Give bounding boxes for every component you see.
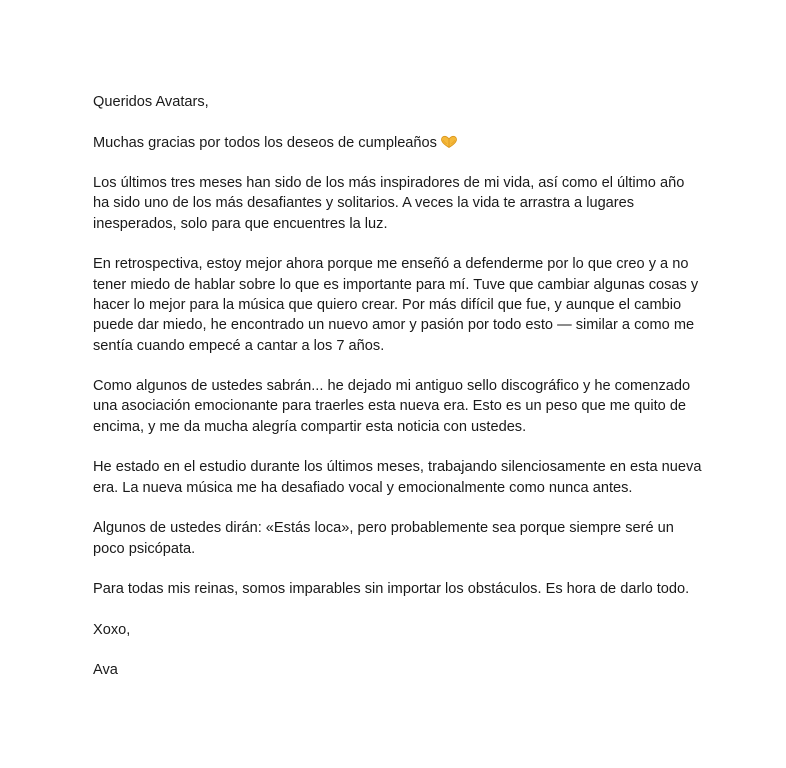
heart-hands-icon xyxy=(440,135,458,149)
letter-paragraph-5: Algunos de ustedes dirán: «Estás loca», pero probablemente sea porque siempre seré un poco psicópata. xyxy=(93,520,674,557)
letter-paragraph-6: Para todas mis reinas, somos imparables sin importar los obstáculos. Es hora de darlo todo. xyxy=(93,581,690,598)
letter-paragraph-1: Los últimos tres meses han sido de los más inspiradores de mi vida, así como el último año ha sido uno de los más desafiantes y solitarios. A veces la vida te arrastra a lugares inesperados, solo para que encuentres la luz. xyxy=(93,175,685,232)
letter-paragraph-2: En retrospectiva, estoy mejor ahora porque me enseñó a defenderme por lo que creo y a no tener miedo de hablar sobre lo que es importante para mí. Tuve que cambiar algunas cosas y hacer lo mejor para la música que quiero crear. Por más difícil que fue, y aunque el cambio puede dar miedo, he encontrado un nuevo amor y pasión por todo esto — similar a como me sentía cuando empecé a cantar a los 7 años. xyxy=(93,256,699,354)
letter-paragraph-3: Como algunos de ustedes sabrán... he dejado mi antiguo sello discográfico y he comenzado una asociación emocionante para traerles esta nueva era. Esto es un peso que me quito de encima, y me da mucha alegría compartir esta noticia con ustedes. xyxy=(93,378,691,435)
letter-signature: Ava xyxy=(93,662,118,679)
letter-closing: Xoxo, xyxy=(93,621,131,638)
letter-paragraph-4: He estado en el estudio durante los últimos meses, trabajando silenciosamente en esta nueva era. La nueva música me ha desafiado vocal y emocionalmente como nunca antes. xyxy=(93,459,702,496)
letter-thanks-text: Muchas gracias por todos los deseos de cumpleaños xyxy=(93,134,437,151)
letter-body xyxy=(93,92,703,701)
letter-greeting: Queridos Avatars, xyxy=(93,94,209,110)
letter-thanks-line xyxy=(93,133,703,153)
